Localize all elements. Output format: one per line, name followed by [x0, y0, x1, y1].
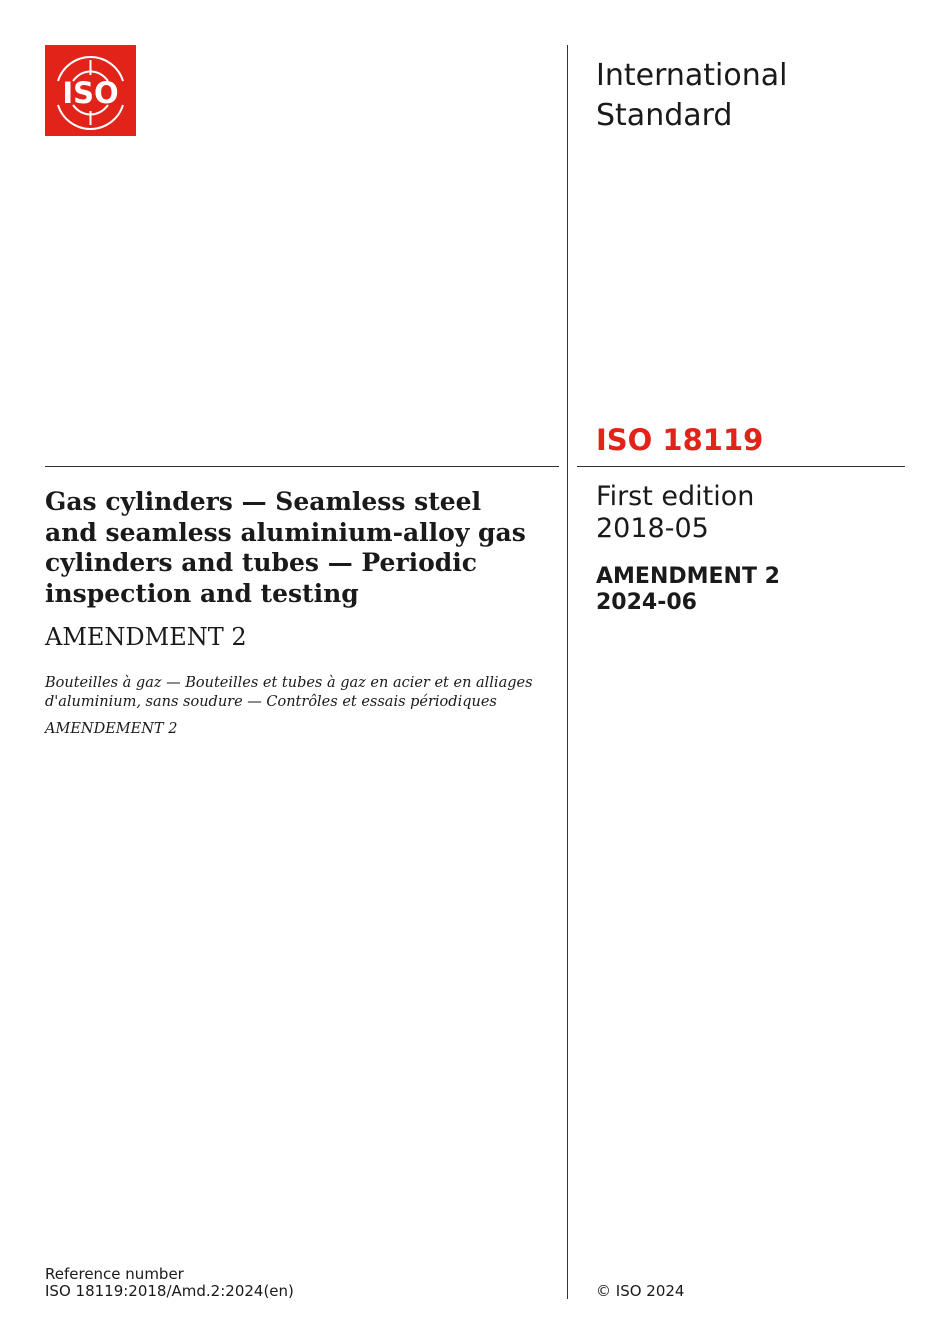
french-title-line: d'aluminium, sans soudure — Contrôles et essais périodiques [45, 694, 497, 710]
english-title [45, 487, 545, 609]
english-title-line: inspection and testing [45, 578, 359, 608]
french-title [45, 674, 545, 712]
amendment-block [596, 564, 780, 616]
edition-date: 2018-05 [596, 513, 709, 544]
iso-globe-icon [45, 45, 136, 136]
english-amendment: AMENDMENT 2 [45, 623, 247, 651]
edition-label: First edition [596, 481, 755, 512]
document-type [596, 56, 896, 136]
english-title-line: Gas cylinders — Seamless steel [45, 487, 482, 516]
edition-block [596, 481, 754, 545]
english-title-line: and seamless aluminium-alloy gas [45, 517, 526, 547]
reference-number: ISO 18119:2018/Amd.2:2024(en) [45, 1282, 294, 1300]
iso-logo-text: ISO [62, 76, 119, 110]
horizontal-divider-left [45, 466, 559, 467]
standard-number: ISO 18119 [596, 423, 764, 457]
horizontal-divider-right [577, 466, 905, 467]
amendment-date: 2024-06 [596, 590, 697, 615]
doc-type-line-1: International [596, 58, 788, 93]
iso-logo [45, 45, 136, 136]
vertical-divider [567, 45, 568, 1299]
copyright: © ISO 2024 [596, 1282, 685, 1300]
french-amendment: AMENDEMENT 2 [45, 721, 178, 737]
amendment-label: AMENDMENT 2 [596, 564, 780, 589]
french-title-line: Bouteilles à gaz — Bouteilles et tubes à gaz en acier et en alliages [45, 675, 533, 691]
doc-type-line-2: Standard [596, 98, 733, 133]
reference-block [45, 1266, 294, 1300]
english-title-line: cylinders and tubes — Periodic [45, 548, 477, 577]
reference-label: Reference number [45, 1265, 184, 1283]
